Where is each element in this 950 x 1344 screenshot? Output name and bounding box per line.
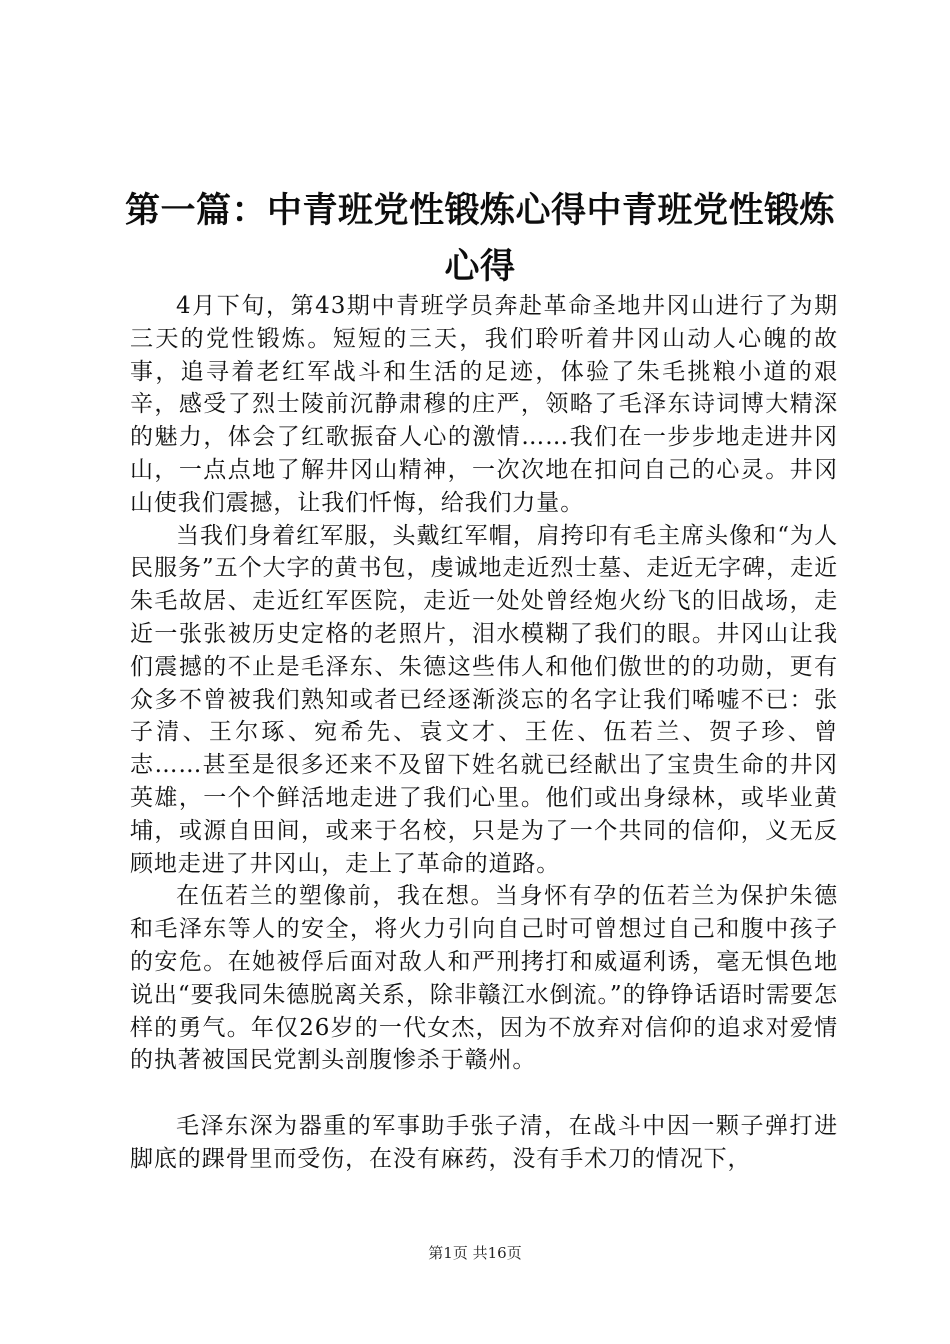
document-body — [130, 290, 838, 1176]
paragraph-spacer — [130, 1077, 838, 1110]
document-title: 第一篇：中青班党性锻炼心得中青班党性锻炼心得 — [124, 191, 835, 287]
paragraph-2: 当我们身着红军服，头戴红军帽，肩挎印有毛主席头像和“为人民服务”五个大字的黄书包，虔诚地走近烈士墓、走近无字碑，走近朱毛故居、走近红军医院，走近一处处曾经炮火纷飞的旧战场，走近一张张被历史定格的老照片，泪水模糊了我们的眼。井冈山让我们震撼的不止是毛泽东、朱德这些伟人和他们傲世的的功勋，更有众多不曾被我们熟知或者已经逐渐淡忘的名字让我们唏嘘不已：张子清、王尔琢、宛希先、袁文才、王佐、伍若兰、贺子珍、曾志……甚至是很多还来不及留下姓名就已经献出了宝贵生命的井冈英雄，一个个鲜活地走进了我们心里。他们或出身绿林，或毕业黄埔，或源自田间，或来于名校，只是为了一个共同的信仰，义无反顾地走进了井冈山，走上了革命的道路。 — [130, 522, 838, 877]
page-footer: 第1页 共16页 — [428, 1244, 522, 1262]
paragraph-1: 4月下旬，第43期中青班学员奔赴革命圣地井冈山进行了为期三天的党性锻炼。短短的三天，我们聆听着井冈山动人心魄的故事，追寻着老红军战斗和生活的足迹，体验了朱毛挑粮小道的艰辛，感受了烈士陵前沉静肃穆的庄严，领略了毛泽东诗词博大精深的魅力，体会了红歌振奋人心的激情……我们在一步步地走进井冈山，一点点地了解井冈山精神，一次次地在扣问自己的心灵。井冈山使我们震撼，让我们忏悔，给我们力量。 — [130, 293, 838, 516]
paragraph-3: 在伍若兰的塑像前，我在想。当身怀有孕的伍若兰为保护朱德和毛泽东等人的安全，将火力引向自己时可曾想过自己和腹中孩子的安危。在她被俘后面对敌人和严刑拷打和威逼利诱，毫无惧色地说出“要我同朱德脱离关系，除非赣江水倒流。”的铮铮话语时需要怎样的勇气。年仅26岁的一代女杰，因为不放弃对信仰的追求对爱情的执著被国民党割头剖腹惨杀于赣州。 — [130, 883, 838, 1074]
paragraph-4: 毛泽东深为器重的军事助手张子清，在战斗中因一颗子弹打进脚底的踝骨里而受伤，在没有麻药，没有手术刀的情况下， — [130, 1112, 838, 1172]
